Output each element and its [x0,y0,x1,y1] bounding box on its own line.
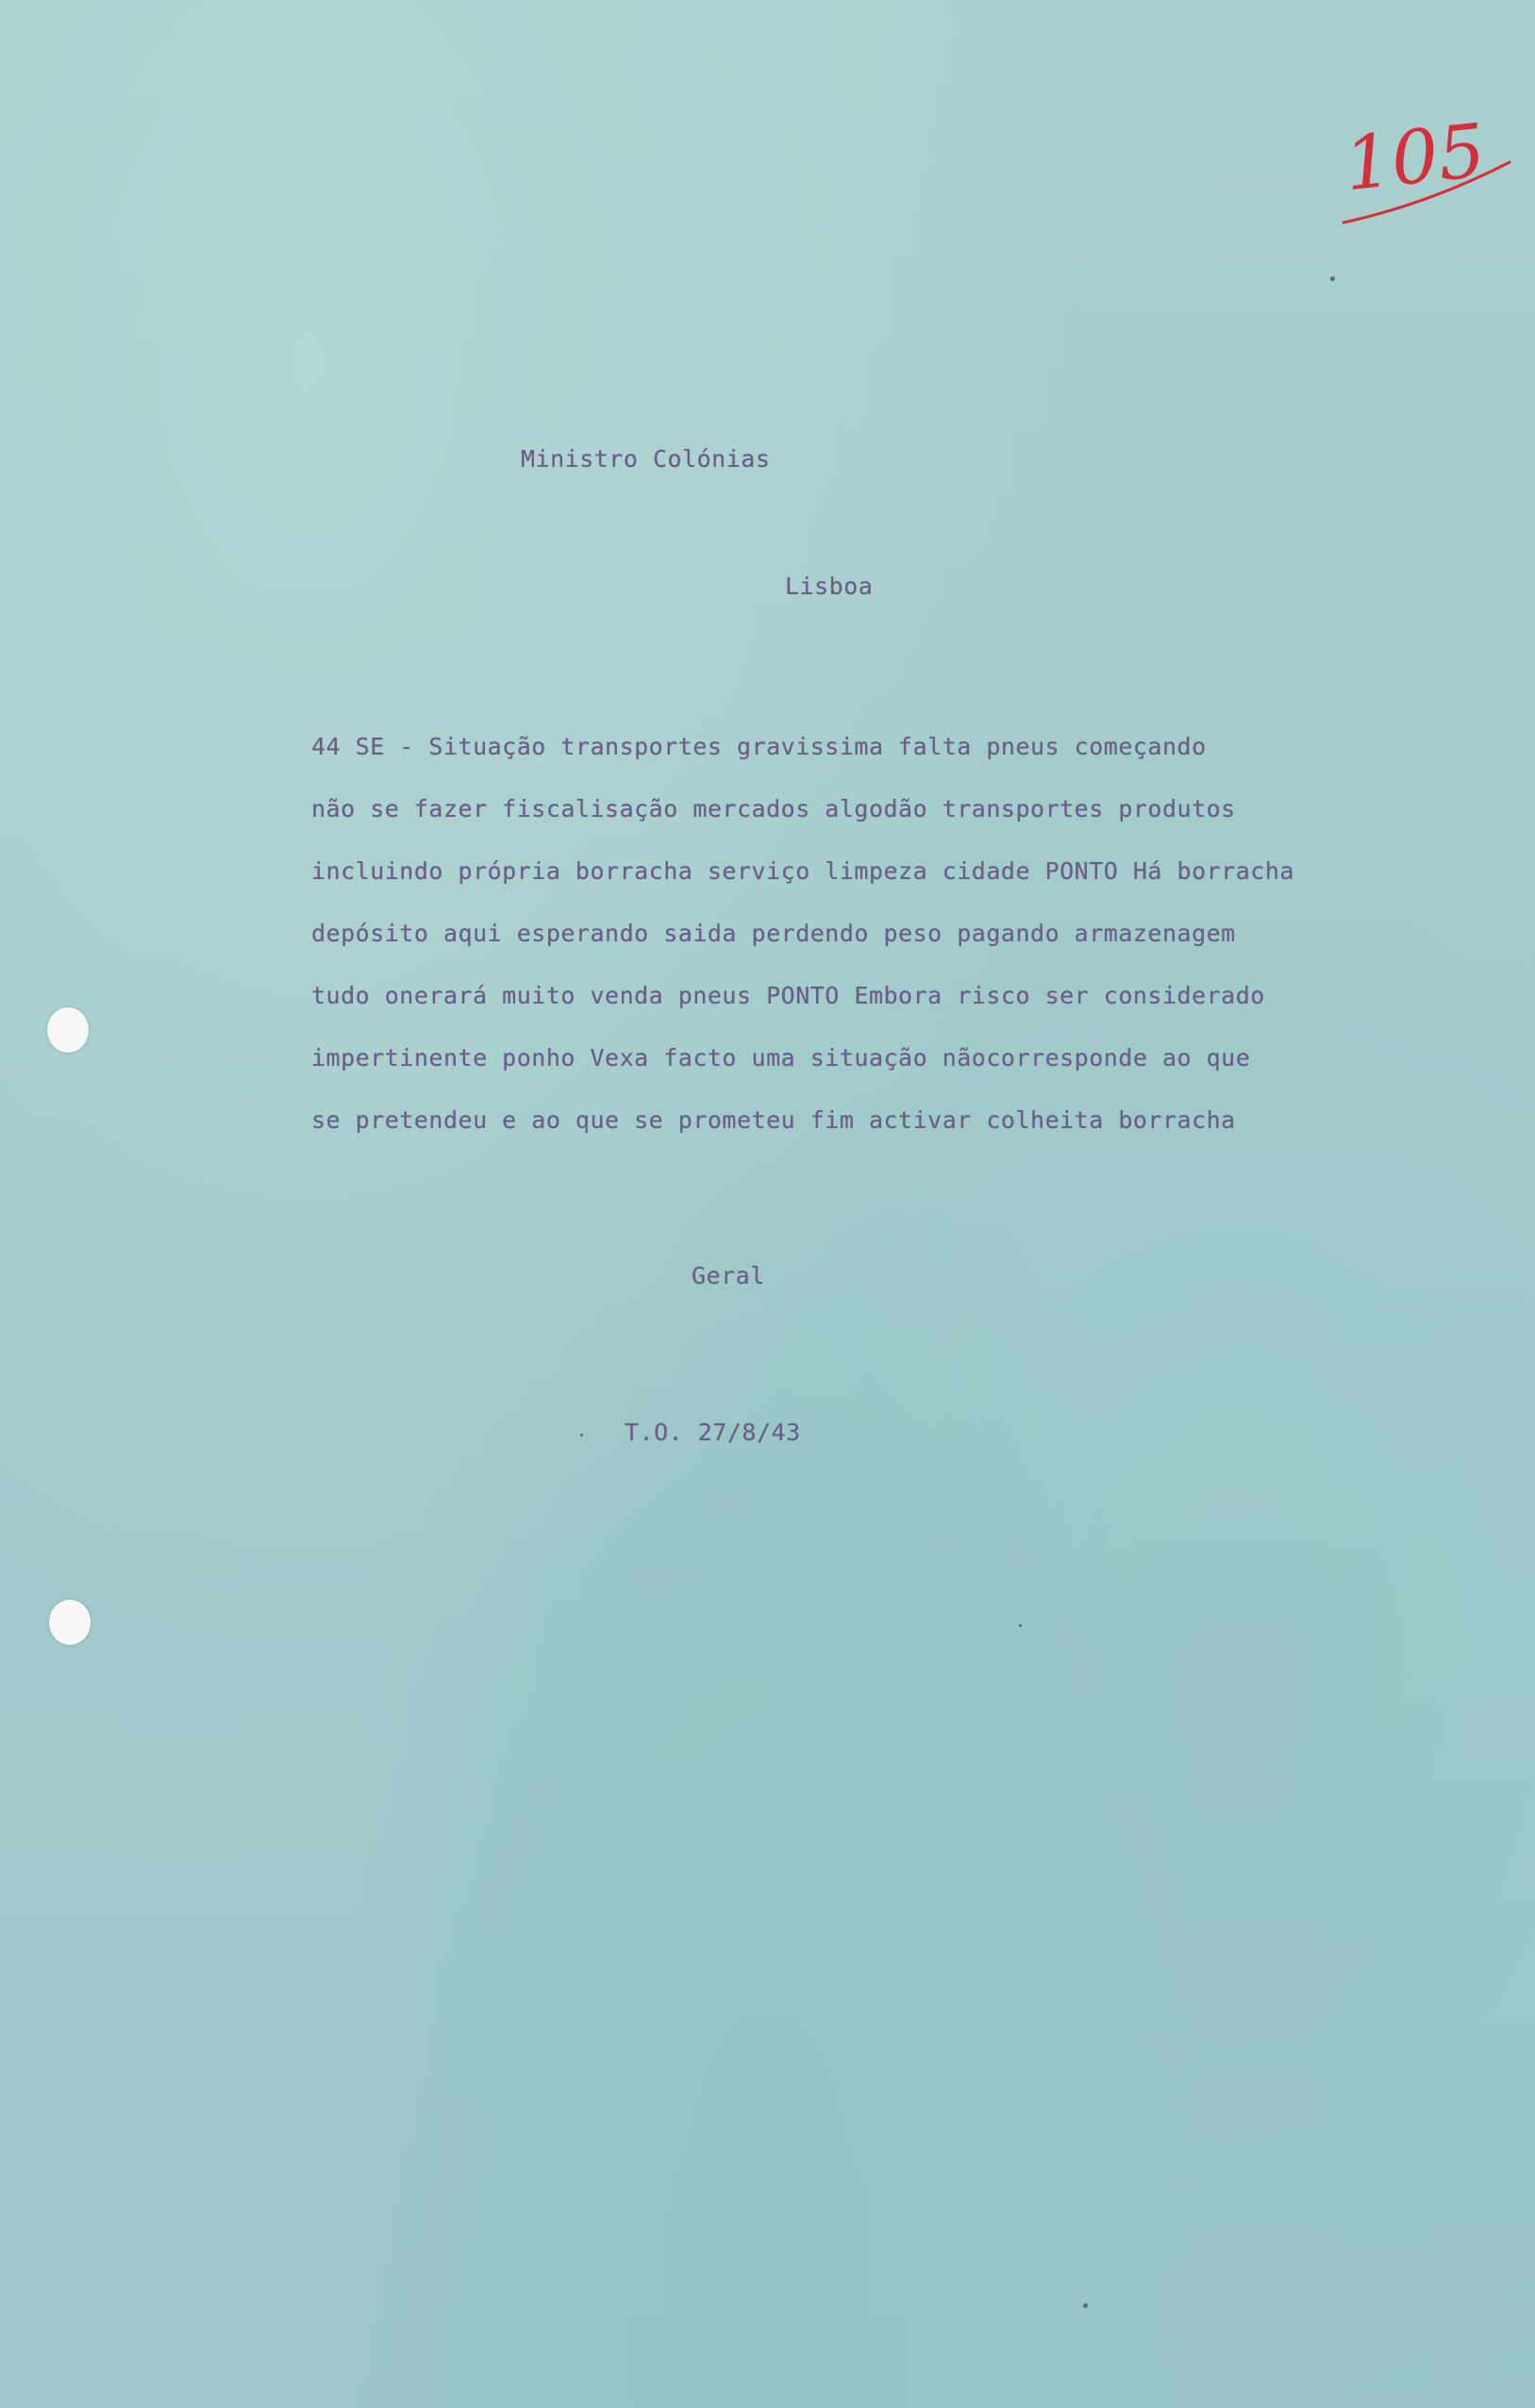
date-reference-line: T.O. 27/8/43 [625,1419,801,1446]
paper-speck [1330,276,1335,281]
body-line: tudo onerará muito venda pneus PONTO Embora risco ser considerado [311,982,1265,1009]
body-line: depósito aqui esperando saida perdendo peso pagando armazenagem [311,920,1236,947]
body-line: não se fazer fiscalisação mercados algodão transportes produtos [311,795,1236,822]
folio-number [1338,91,1517,241]
handwritten-folio-mark [1338,91,1517,241]
paper-speck [580,1434,583,1436]
body-line: 44 SE - Situação transportes gravissima falta pneus começando [311,733,1207,760]
addressee-line: Ministro Colónias [521,445,771,473]
body-line: impertinente ponho Vexa facto uma situação nãocorresponde ao que [311,1044,1251,1071]
punch-hole [47,1007,89,1053]
body-line: incluindo própria borracha serviço limpeza cidade PONTO Há borracha [311,857,1294,885]
folio-number-text: 105 [1340,108,1490,208]
city-line: Lisboa [785,573,874,600]
punch-hole [49,1600,91,1645]
paper-speck [1019,1624,1022,1627]
body-line: se pretendeu e ao que se prometeu fim activar colheita borracha [311,1106,1236,1134]
signature-line: Geral [692,1262,765,1289]
paper-speck [1083,2303,1088,2308]
